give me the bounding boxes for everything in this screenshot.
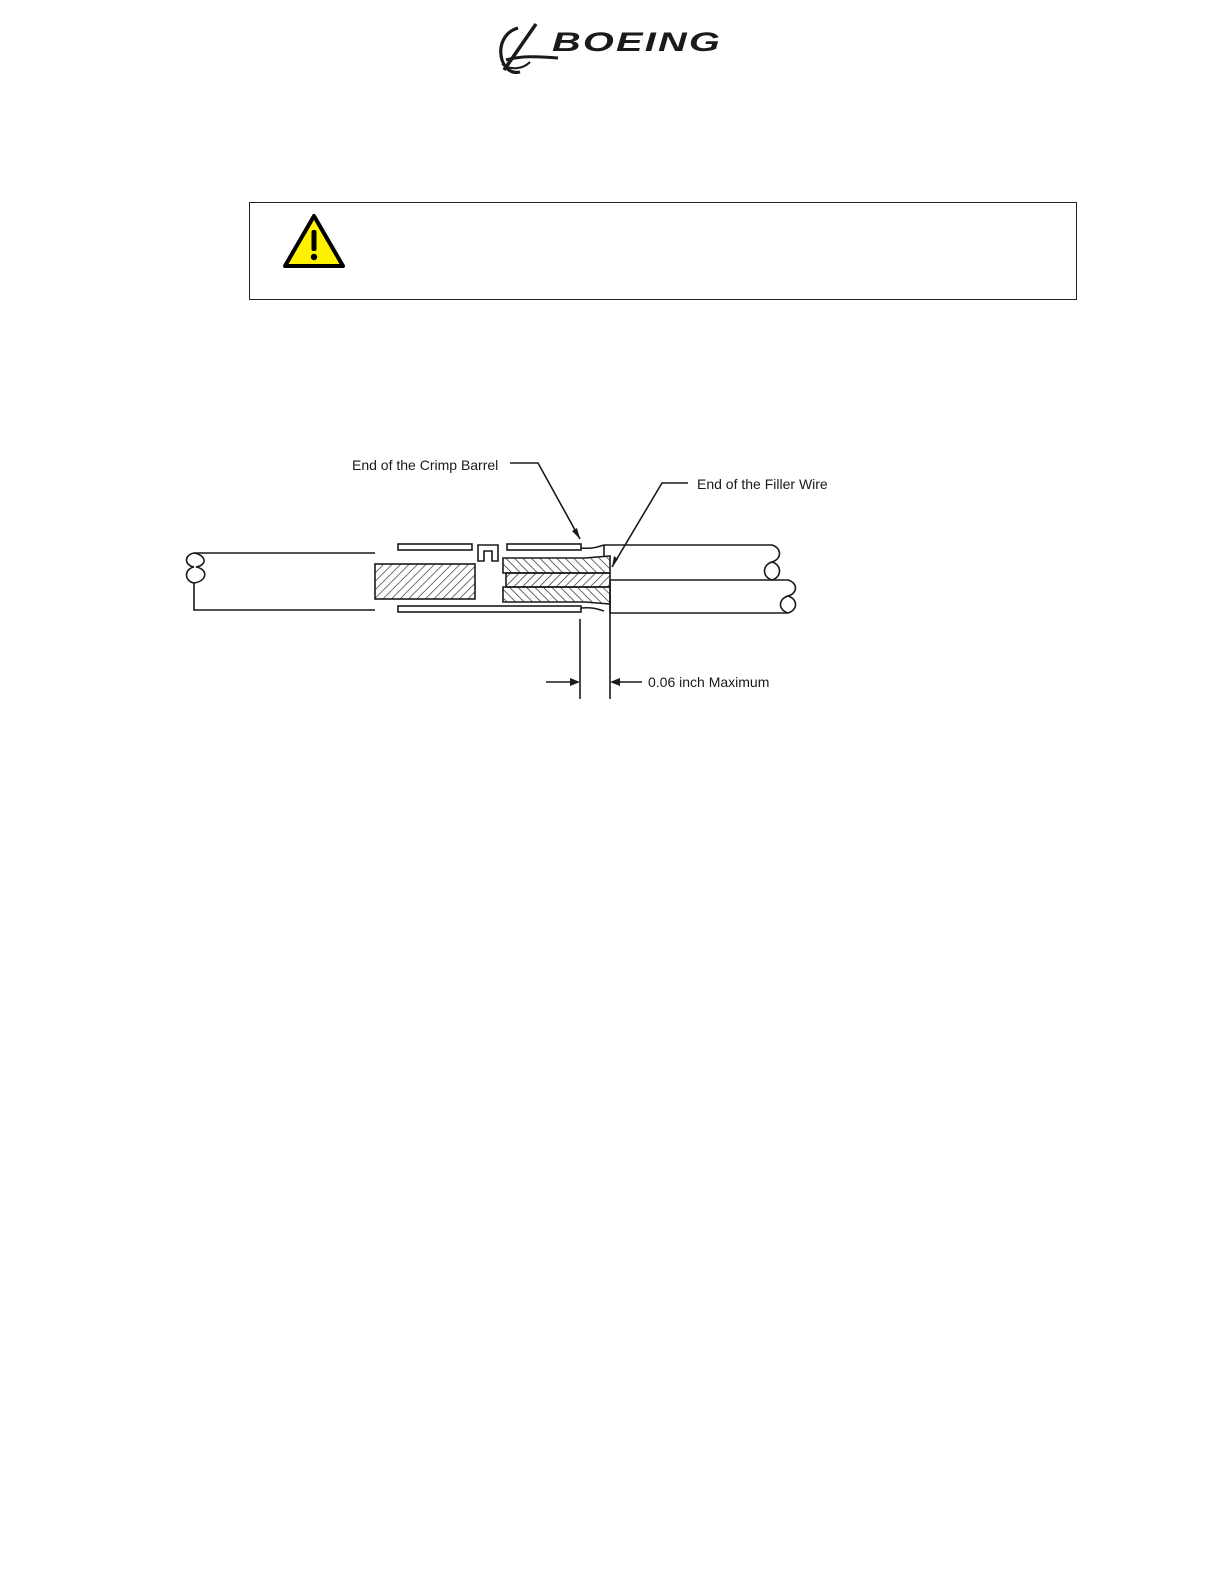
logo-wordmark: BOEING xyxy=(552,27,722,57)
warning-box xyxy=(249,202,1077,300)
crimp-barrel-label: End of the Crimp Barrel xyxy=(352,457,499,473)
filler-wire-label: End of the Filler Wire xyxy=(697,476,828,492)
warning-triangle-icon xyxy=(282,213,346,269)
crimp-figure xyxy=(180,445,940,705)
dimension-label: 0.06 inch Maximum xyxy=(648,674,770,690)
boeing-symbol-icon xyxy=(496,20,728,78)
boeing-logo xyxy=(496,20,728,78)
